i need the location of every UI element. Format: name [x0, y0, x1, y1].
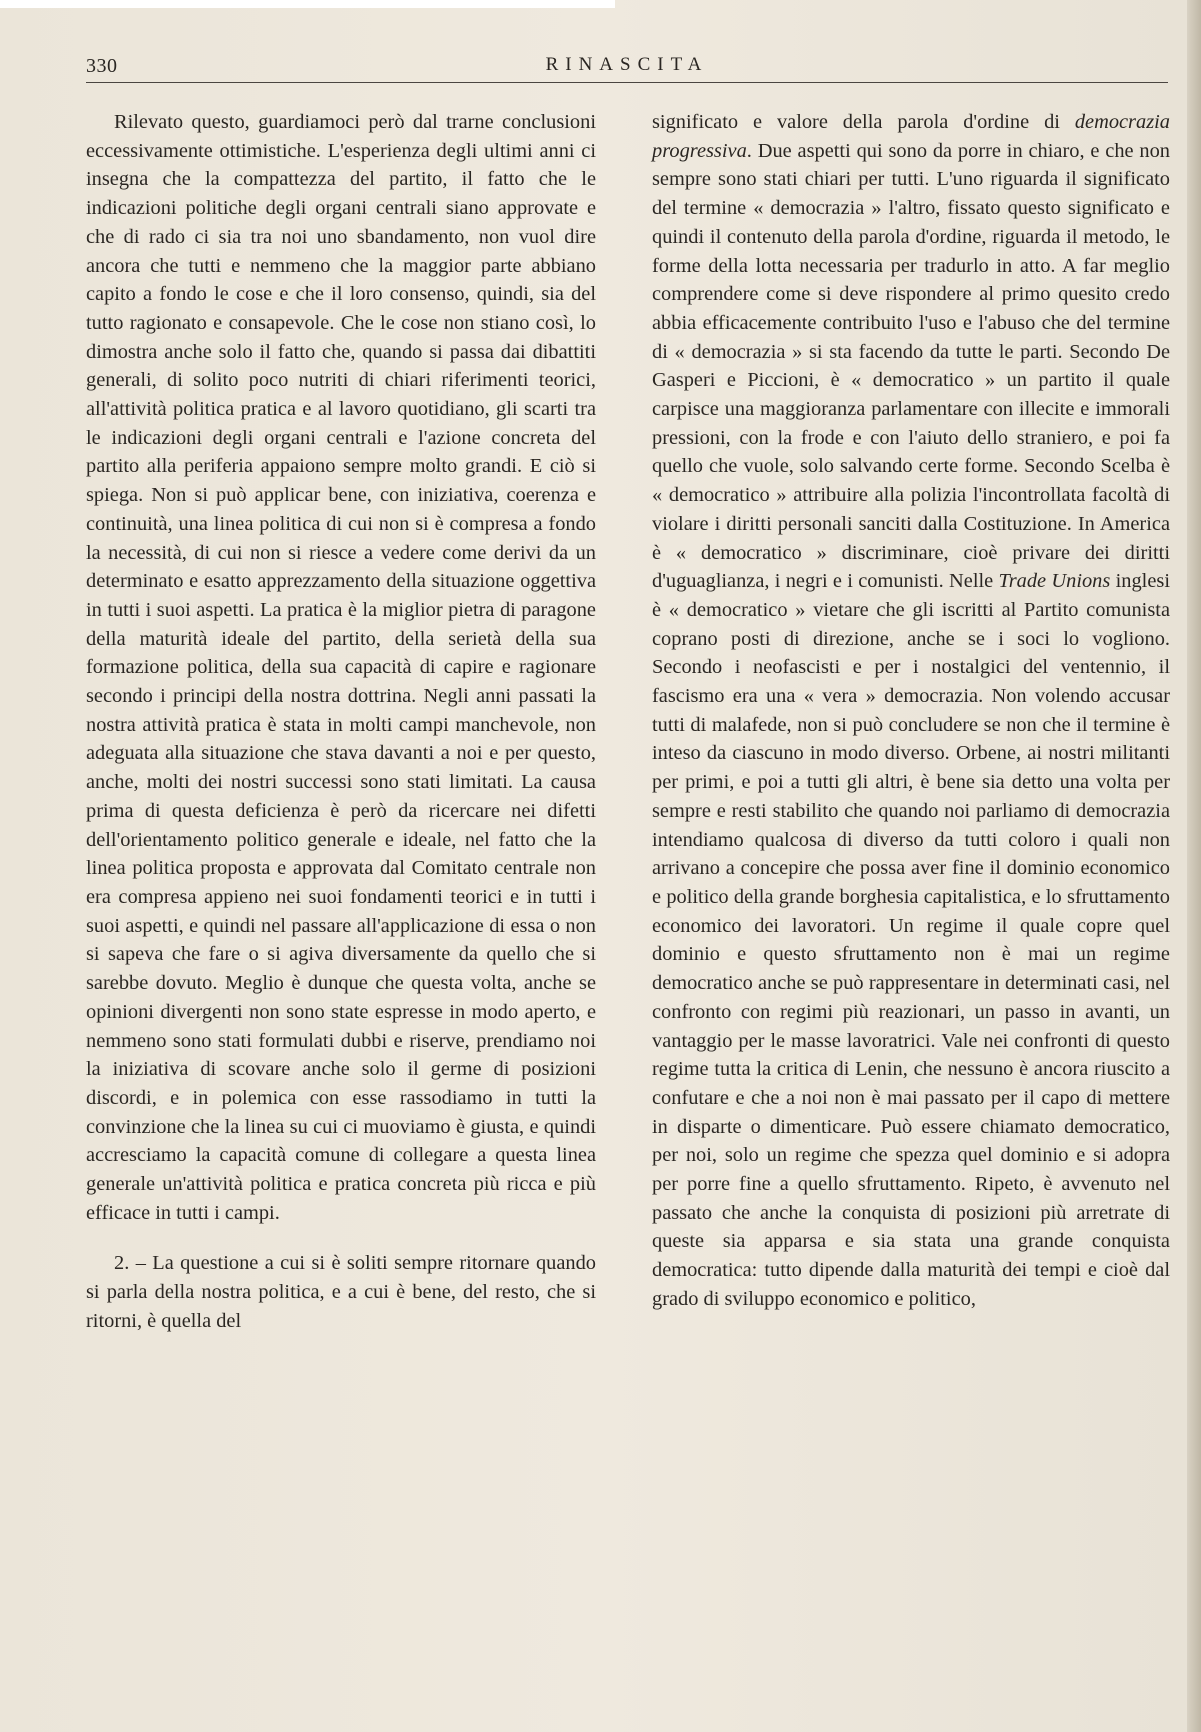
page-number: 330 — [86, 55, 118, 77]
left-column — [86, 108, 596, 1336]
scan-right-edge — [1187, 0, 1201, 1732]
right-text-segment-b: . Due aspetti qui sono da porre in chiaro, e che non sempre sono stati chiari per tutti. L'uno riguarda il significato del termine « democrazia » l'altro, fissato questo significato e quindi il contenuto della parola d'ordine, riguarda il metodo, le forme della lotta necessaria per tradurlo in atto. A far meglio comprendere come si deve rispondere al primo quesito credo abbia efficacemente contribuito l'uso e l'abuso che del termine di « democrazia » si sta facendo da tutte le parti. Secondo De Gasperi e Piccioni, è « democratico » un partito il quale carpisce una maggioranza parlamentare con illecite e immorali pressioni, con la frode e con l'aiuto dello straniero, e poi fa quello che vuole, solo salvando certe forme. Secondo Scelba è « democratico » attribuire alla polizia l'incontrollata facoltà di violare i diritti personali sanciti dalla Costituzione. In America è « democratico » discriminare, cioè privare dei diritti d'uguaglianza, i negri e i comunisti. Nelle — [652, 139, 1170, 593]
emphasis-democrazia-progressiva: democrazia progressiva — [652, 111, 1170, 162]
right-column — [652, 108, 1170, 1314]
emphasis-trade-unions: Trade Unions — [998, 570, 1111, 593]
running-title: RINASCITA — [545, 54, 709, 75]
right-paragraph-1 — [652, 108, 1170, 1314]
left-paragraph-2-section-2: 2. – La questione a cui si è soliti sempre ritornare quando si parla della nostra politica, e a cui è bene, del resto, che si ritorni, è quella del — [86, 1252, 596, 1332]
page-header — [86, 46, 1168, 83]
right-text-segment-a: significato e valore della parola d'ordine di — [652, 111, 1075, 133]
left-paragraph-1: Rilevato questo, guardiamoci però dal trarne conclusioni eccessivamente ottimistiche. L'esperienza degli ultimi anni ci insegna che la compattezza del partito, il fatto che le indicazioni politiche degli organi centrali siano approvate e che di rado ci sia tra noi uno sbandamento, non vuol dire ancora che tutti e nemmeno che la maggior parte abbiano capito a fondo le cose e che il loro consenso, quindi, sia del tutto ragionato e consapevole. Che le cose non stiano così, lo dimostra anche solo il fatto che, quando si passa dai dibattiti generali, di solito poco nutriti di chiari riferimenti teorici, all'attività politica pratica e al lavoro quotidiano, gli scarti tra le indicazioni degli organi centrali e l'azione concreta del partito alla periferia appaiono sempre molto grandi. E ciò si spiega. Non si può applicar bene, con iniziativa, coerenza e continuità, una linea politica di cui non si è compresa a fondo la necessità, di cui non si riesce a vedere come derivi da un determinato e esatto apprezzamento della situazione oggettiva in tutti i suoi aspetti. La pratica è la miglior pietra di paragone della maturità ideale del partito, della serietà della sua formazione politica, della sua capacità di capire e ragionare secondo i principi della nostra dottrina. Negli anni passati la nostra attività pratica è stata in molti campi manchevole, non adeguata alla situazione che stava davanti a noi e per questo, anche, molti dei nostri successi sono stati limitati. La causa prima di questa deficienza è però da ricercare nei difetti dell'orientamento politico generale e ideale, nel fatto che la linea politica proposta e approvata dal Comitato centrale non era compresa appieno nei suoi fondamenti teorici e in tutti i suoi aspetti, e quindi nel passare all'applicazione di essa o non si sapeva che fare o si agiva diversamente da quello che si sarebbe dovuto. Meglio è dunque che questa volta, anche se opinioni divergenti non sono state espresse in modo aperto, e nemmeno sono stati formulati dubbi e riserve, prendiamo noi la iniziativa di scovare anche solo il germe di posizioni discordi, e in polemica con esse rassodiamo in tutti la convinzione che la linea su cui ci muoviamo è giusta, e quindi accresciamo la capacità comune di collegare a questa linea generale un'attività politica e pratica concreta più ricca e più efficace in tutti i campi. — [86, 111, 596, 1224]
right-text-segment-c: inglesi è « democratico » vietare che gli iscritti al Partito comunista coprano posti di direzione, anche se i soci lo vogliono. Secondo i neofascisti e per i nostalgici del ventennio, il fascismo era una « vera » democrazia. Non volendo accusar tutti di malafede, non si può concludere se non che il termine è inteso da ciascuno in modo diverso. Orbene, ai nostri militanti per primi, e poi a tutti gli altri, è bene sia detto una volta per sempre e resti stabilito che quando noi parliamo di democrazia intendiamo qualcosa di diverso da tutti coloro i quali non arrivano a concepire che possa aver fine il dominio economico e politico della grande borghesia capitalistica, e lo sfruttamento economico dei lavoratori. Un regime il quale copre quel dominio e questo sfruttamento non è mai un regime democratico anche se può rappresentare in determinati casi, nel confronto con regimi più reazionari, un passo in avanti, un vantaggio per le masse lavoratrici. Vale nei confronti di questo regime tutta la critica di Lenin, che nessuno è ancora riuscito a confutare e che a noi non è mai passato per il capo di mettere in disparte o dimenticare. Può essere chiamato democratico, per noi, solo un regime che spezza quel dominio e si adopra per porre fine a quello sfruttamento. Ripeto, è avvenuto nel passato che anche la conquista di posizioni più arretrate di queste sia apparsa e sia stata una grande conquista democratica: tutto dipende dalla maturità dei tempi e cioè dal grado di sviluppo economico e politico, — [652, 570, 1170, 1310]
scan-top-strip — [0, 0, 615, 8]
